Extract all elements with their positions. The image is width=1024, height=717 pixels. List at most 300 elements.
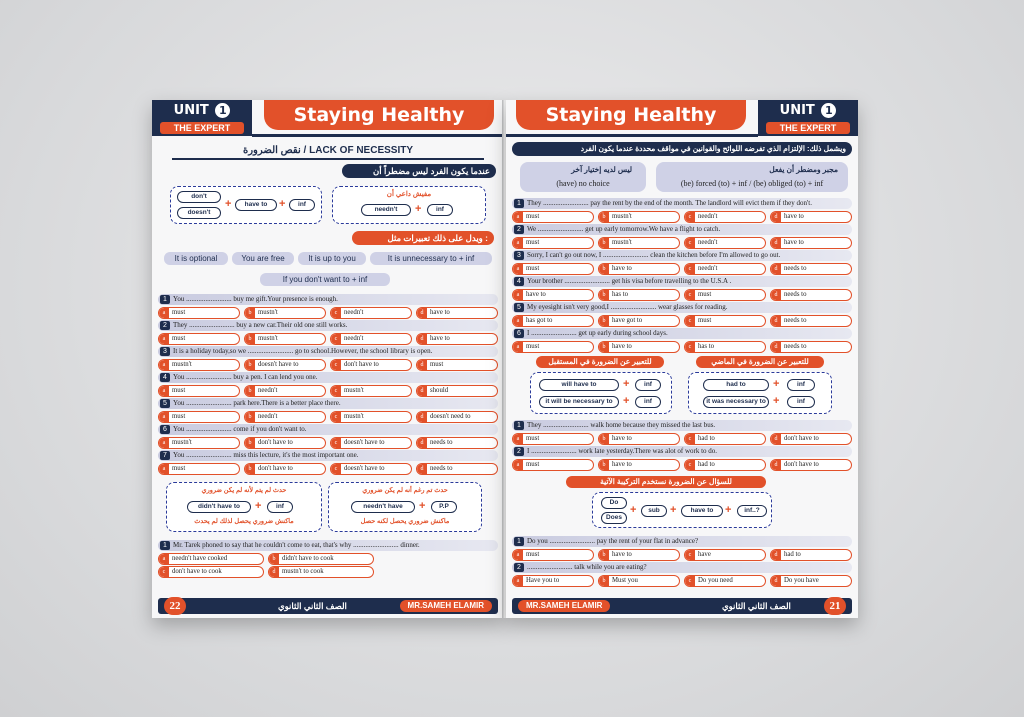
answer-option[interactable] [684,237,766,249]
question-number: 1 [160,295,170,304]
option-letter: a [513,550,523,560]
question-number: 2 [514,225,524,234]
answer-option[interactable] [684,575,766,587]
option-text: needn't [698,213,718,220]
answer-option[interactable] [684,211,766,223]
option-text: had to [698,461,715,468]
answer-option[interactable] [684,459,766,471]
question-text: They .......................... pay the rent by the end of the month. The landlord will evict them if they don't. [527,199,812,207]
option-letter: d [771,316,781,326]
options-row [512,433,852,444]
answer-option[interactable] [330,463,412,475]
option-text: must [526,213,540,220]
question-formula-does: Does [601,512,627,524]
option-text: should [430,387,449,394]
answer-option[interactable] [684,433,766,445]
options-row [158,359,498,370]
option-letter: b [599,460,609,470]
future-formula-inf: inf [635,379,661,391]
answer-option[interactable] [330,359,412,371]
option-letter: a [513,264,523,274]
question-number: 2 [514,563,524,572]
option-letter: a [513,434,523,444]
nochoice-label: ليس لديه إختيار آخر [571,165,632,174]
option-text: must [430,361,444,368]
box-neednt-pill: needn't have [351,501,415,513]
option-text: needs to [784,317,807,324]
question-number: 6 [514,329,524,338]
option-text: needs to [430,465,453,472]
question-formula-have-to: have to [681,505,723,517]
question-number: 2 [160,321,170,330]
option-letter: c [685,212,695,222]
section-header: نقص الضرورة / LACK OF NECESSITY [172,144,484,160]
box-neednt-top: حدث تم رغم أنه لم يكن ضروري [362,487,448,494]
answer-option[interactable] [598,459,680,471]
options-row [158,333,498,344]
option-letter: d [771,550,781,560]
option-letter: c [685,576,695,586]
options-row [512,237,852,248]
answer-option[interactable] [770,289,852,301]
option-text: mustn't [612,239,632,246]
answer-option[interactable] [158,333,240,345]
answer-option[interactable] [244,437,326,449]
option-letter: d [417,308,427,318]
question-row [512,446,852,457]
answer-option[interactable] [244,385,326,397]
answer-option[interactable] [330,385,412,397]
answer-option[interactable] [512,549,594,561]
formula-box-neednt: مفيش داعي أن needn't + inf [332,186,486,224]
option-letter: b [245,386,255,396]
options-row [512,211,852,222]
option-letter: c [331,308,341,318]
future-formula-b: it will be necessary to [539,396,619,408]
answer-option[interactable] [416,359,498,371]
option-letter: d [771,290,781,300]
option-text: must [172,309,186,316]
option-letter: b [599,238,609,248]
option-text: Do you need [698,577,733,584]
option-letter: d [771,264,781,274]
forced-label: مجبر ومضطر أن يفعل [769,165,838,174]
option-letter: b [245,360,255,370]
option-letter: a [159,386,169,396]
option-text: have to [430,335,450,342]
answer-option[interactable] [416,333,498,345]
option-letter: b [245,464,255,474]
past-formula-b: it was necessary to [703,396,769,408]
options-row [158,307,498,318]
option-letter: d [771,212,781,222]
answer-option[interactable] [598,237,680,249]
option-letter: d [771,238,781,248]
answer-option[interactable]: c don't have to cook [158,566,264,578]
answer-option[interactable] [512,263,594,275]
answer-option[interactable] [684,263,766,275]
option-letter: d [417,386,427,396]
answer-option[interactable] [416,463,498,475]
option-letter: d [771,342,781,352]
question-number: 1 [514,199,524,208]
unit-number: 1 [821,103,836,118]
option-letter: a [159,438,169,448]
answer-option[interactable] [158,385,240,397]
box-didnt-inf: inf [267,501,293,513]
question-row [512,302,852,313]
option-text: needn't [344,309,364,316]
option-letter: a [159,412,169,422]
option-text: don't have to [258,439,293,446]
answer-option[interactable] [770,575,852,587]
question-formula-sub: sub [641,505,667,517]
answer-option[interactable] [330,437,412,449]
option-text: have to [526,291,546,298]
nochoice-box [520,162,646,192]
formula-doesnt: doesn't [177,207,221,219]
option-text: have to [612,461,632,468]
box-neednt-pp: P.P [431,501,457,513]
option-text: had to [698,435,715,442]
question-number: 4 [514,277,524,286]
question-row: 1 Mr. Tarek phoned to say that he couldn't come to eat, that's why .......................... dinner. [158,540,498,551]
question-text: Your brother .......................... get his visa before travelling to the U.S.A . [527,277,732,285]
question-text: We .......................... get up early tomorrow.We have a flight to catch. [527,225,721,233]
question-number: 6 [160,425,170,434]
answer-option[interactable] [684,549,766,561]
option-text: doesn't have to [344,439,385,446]
option-text: must [526,239,540,246]
option-letter: d [771,576,781,586]
option-text: needs to [430,439,453,446]
answer-option[interactable] [244,411,326,423]
answer-option[interactable] [512,237,594,249]
option-text: have to [612,265,632,272]
answer-option[interactable] [158,463,240,475]
page-number: 21 [824,597,846,615]
options-row [512,315,852,326]
option-letter: b [245,334,255,344]
option-text: has got to [526,317,553,324]
answer-option[interactable] [330,333,412,345]
option-text: have to [784,239,804,246]
option-text: must [698,317,712,324]
option-text: mustn't [172,439,192,446]
box-didnt-pill: didn't have to [187,501,251,513]
question-row [512,250,852,261]
right-page [506,100,858,618]
unit-badge [758,100,858,136]
option-text: Have you to [526,577,560,584]
option-text: have to [430,309,450,316]
option-letter: b [599,550,609,560]
answer-option[interactable] [416,307,498,319]
title-underline [506,134,758,137]
answer-option[interactable] [244,333,326,345]
option-text: have to [784,213,804,220]
formula-have-to: have to [235,199,277,211]
forced-formula: (be) forced (to) + inf / (be) obliged (to) + inf [680,179,824,188]
answer-option[interactable] [770,237,852,249]
answer-option[interactable] [512,433,594,445]
unit-badge [152,100,252,136]
alt-header: ويدل على ذلك تعبيرات مثل : [352,231,494,245]
option-text: needn't [258,387,278,394]
option-text: needs to [784,265,807,272]
future-formula-box: will have to + inf it will be necessary to + inf [530,372,672,414]
nochoice-formula: (have) no choice [556,179,610,188]
option-letter: d [417,438,427,448]
option-letter: d [417,412,427,422]
answer-option[interactable] [158,359,240,371]
answer-option[interactable] [770,549,852,561]
options-row [512,575,852,586]
answer-option[interactable] [330,307,412,319]
past-formula-inf-2: inf [787,396,815,408]
option-text: have got to [612,317,643,324]
question-formula-do: Do [601,497,627,509]
formula-neednt: needn't [361,204,411,216]
option-text: mustn't [172,361,192,368]
option-letter: d [417,334,427,344]
answer-option[interactable] [598,263,680,275]
answer-option[interactable] [244,307,326,319]
intro-header: عندما يكون الفرد ليس مضطراً أن [342,164,496,178]
page-footer [512,598,852,614]
option-letter: c [685,238,695,248]
option-text: mustn't [344,387,364,394]
options-row [158,463,498,474]
option-letter: c [685,550,695,560]
option-text: had to [784,551,801,558]
option-letter: a [159,360,169,370]
option-text: mustn't [344,413,364,420]
option-text: must [526,265,540,272]
question-text: You .......................... buy me gift.Your presence is enough. [173,295,338,303]
option-text: must [172,335,186,342]
question-row [158,320,498,331]
option-letter: c [685,342,695,352]
option-text: must [526,435,540,442]
option-letter: a [159,334,169,344]
option-text: has to [612,291,629,298]
option-letter: b [599,434,609,444]
page-footer [158,598,498,614]
option-letter: a [513,576,523,586]
definition-header: ويشمل ذلك: الإلتزام الذي تفرضه اللوائح والقوانين في مواقف محددة عندما يكون الفرد [512,142,852,156]
future-header: للتعبير عن الضرورة في المستقبل [536,356,664,368]
question-text: They .......................... walk home because they missed the last bus. [527,421,716,429]
formula-neednt-inf: inf [427,204,453,216]
option-text: must [526,551,540,558]
q8-options-b [158,566,374,577]
question-row [512,420,852,431]
question-header: للسؤال عن الضرورة نستخدم التركيبة الآتية [566,476,766,488]
options-row [512,459,852,470]
answer-option[interactable] [330,411,412,423]
question-text: .......................... talk while you are eating? [527,563,647,571]
question-text: I .......................... work late yesterday.There was alot of work to do. [527,447,718,455]
expression-unnecessary: It is unnecessary to + inf [370,252,492,265]
answer-option[interactable] [684,315,766,327]
option-text: don't have to [784,435,819,442]
answer-option[interactable] [684,341,766,353]
option-letter: a [159,464,169,474]
series-label: THE EXPERT [766,122,850,134]
option-letter: d [771,460,781,470]
formula-box-dont: don't doesn't + have to + inf [170,186,322,224]
answer-option[interactable] [770,433,852,445]
answer-option[interactable] [244,359,326,371]
option-letter: b [245,412,255,422]
answer-option[interactable] [416,411,498,423]
answer-option[interactable] [770,459,852,471]
options-row [158,385,498,396]
answer-option[interactable] [770,315,852,327]
option-letter: c [685,290,695,300]
answer-option[interactable] [770,211,852,223]
answer-option[interactable] [598,341,680,353]
author-name: MR.SAMEH ELAMIR [400,600,492,612]
question-text: You .......................... buy a pen. I can lend you one. [173,373,318,381]
answer-option[interactable] [158,437,240,449]
option-letter: b [599,264,609,274]
answer-option[interactable]: a needn't have cooked [158,553,264,565]
answer-option[interactable] [684,289,766,301]
formula-dont: don't [177,191,221,203]
answer-option[interactable] [158,307,240,319]
answer-option[interactable] [770,263,852,275]
question-number: 5 [514,303,524,312]
question-row [512,198,852,209]
option-letter: c [331,412,341,422]
answer-option[interactable] [244,463,326,475]
option-letter: c [331,386,341,396]
answer-option[interactable] [598,575,680,587]
unit-number: 1 [215,103,230,118]
option-letter: b [599,290,609,300]
option-text: needn't [258,413,278,420]
option-text: have [698,551,711,558]
question-row [158,424,498,435]
option-letter: b [599,576,609,586]
answer-option[interactable] [598,211,680,223]
option-letter: a [513,238,523,248]
question-formula-box: Do Does + sub + have to + inf..? [592,492,772,528]
past-formula-a: had to [703,379,769,391]
answer-option[interactable] [158,411,240,423]
option-letter: c [331,464,341,474]
unit-label: UNIT [779,103,815,118]
option-text: must [526,343,540,350]
answer-option[interactable] [598,433,680,445]
option-letter: b [599,212,609,222]
option-text: must [698,291,712,298]
option-letter: b [245,308,255,318]
answer-option[interactable]: d mustn't to cook [268,566,374,578]
page-number: 22 [164,597,186,615]
question-text: They .......................... buy a new car.Their old one still works. [173,321,348,329]
option-text: don't have to [784,461,819,468]
grade-label: الصف الثاني الثانوي [722,601,791,611]
answer-option[interactable] [512,211,594,223]
question-number: 4 [160,373,170,382]
option-text: doesn't have to [258,361,299,368]
question-number: 3 [160,347,170,356]
answer-option[interactable]: b didn't have to cook [268,553,374,565]
future-formula-a: will have to [539,379,619,391]
option-text: must [526,461,540,468]
answer-option[interactable] [512,575,594,587]
formula-inf: inf [289,199,315,211]
question-text: It is a holiday today,so we .......................... go to school.However, the school library is open. [173,347,433,355]
question-number: 3 [514,251,524,260]
option-text: have to [612,551,632,558]
grade-label: الصف الثاني الثانوي [278,601,347,611]
answer-option[interactable] [416,385,498,397]
q8-options-a [158,553,374,564]
title-underline [252,134,504,137]
answer-option[interactable] [512,341,594,353]
answer-option[interactable] [512,459,594,471]
option-text: Do you have [784,577,819,584]
option-text: needs to [784,291,807,298]
answer-option[interactable] [598,289,680,301]
option-letter: d [771,434,781,444]
option-letter: a [513,212,523,222]
option-text: Must you [612,577,638,584]
expression-dont-want: If you don't want to + inf [260,273,390,286]
series-label: THE EXPERT [160,122,244,134]
options-row [512,289,852,300]
option-text: mustn't [258,309,278,316]
option-letter: b [599,342,609,352]
answer-option[interactable] [598,549,680,561]
past-formula-inf: inf [787,379,815,391]
option-letter: c [685,316,695,326]
option-text: must [172,413,186,420]
question-text: I .......................... get up early during school days. [527,329,668,337]
box-didnt-have-to: حدث لم يتم لأنه لم يكن ضروري didn't have to + inf ماكنش ضروري يحصل لذلك لم يحدث [166,482,322,532]
option-letter: a [513,290,523,300]
option-text: doesn't need to [430,413,471,420]
option-text: has to [698,343,715,350]
question-number: 5 [160,399,170,408]
question-row [512,276,852,287]
option-text: have to [612,343,632,350]
answer-option[interactable] [598,315,680,327]
answer-option[interactable] [512,289,594,301]
box-didnt-bottom: ماكنش ضروري يحصل لذلك لم يحدث [194,518,294,525]
option-letter: b [599,316,609,326]
option-letter: a [513,316,523,326]
past-header: للتعبير عن الضرورة في الماضي [696,356,824,368]
answer-option[interactable] [416,437,498,449]
option-letter: c [685,434,695,444]
question-number: 1 [514,421,524,430]
answer-option[interactable] [512,315,594,327]
answer-option[interactable] [770,341,852,353]
option-text: doesn't have to [344,465,385,472]
options-row [158,411,498,422]
option-letter: a [513,342,523,352]
option-letter: d [417,360,427,370]
question-row [158,346,498,357]
option-letter: a [159,308,169,318]
option-letter: c [685,460,695,470]
option-text: needs to [784,343,807,350]
